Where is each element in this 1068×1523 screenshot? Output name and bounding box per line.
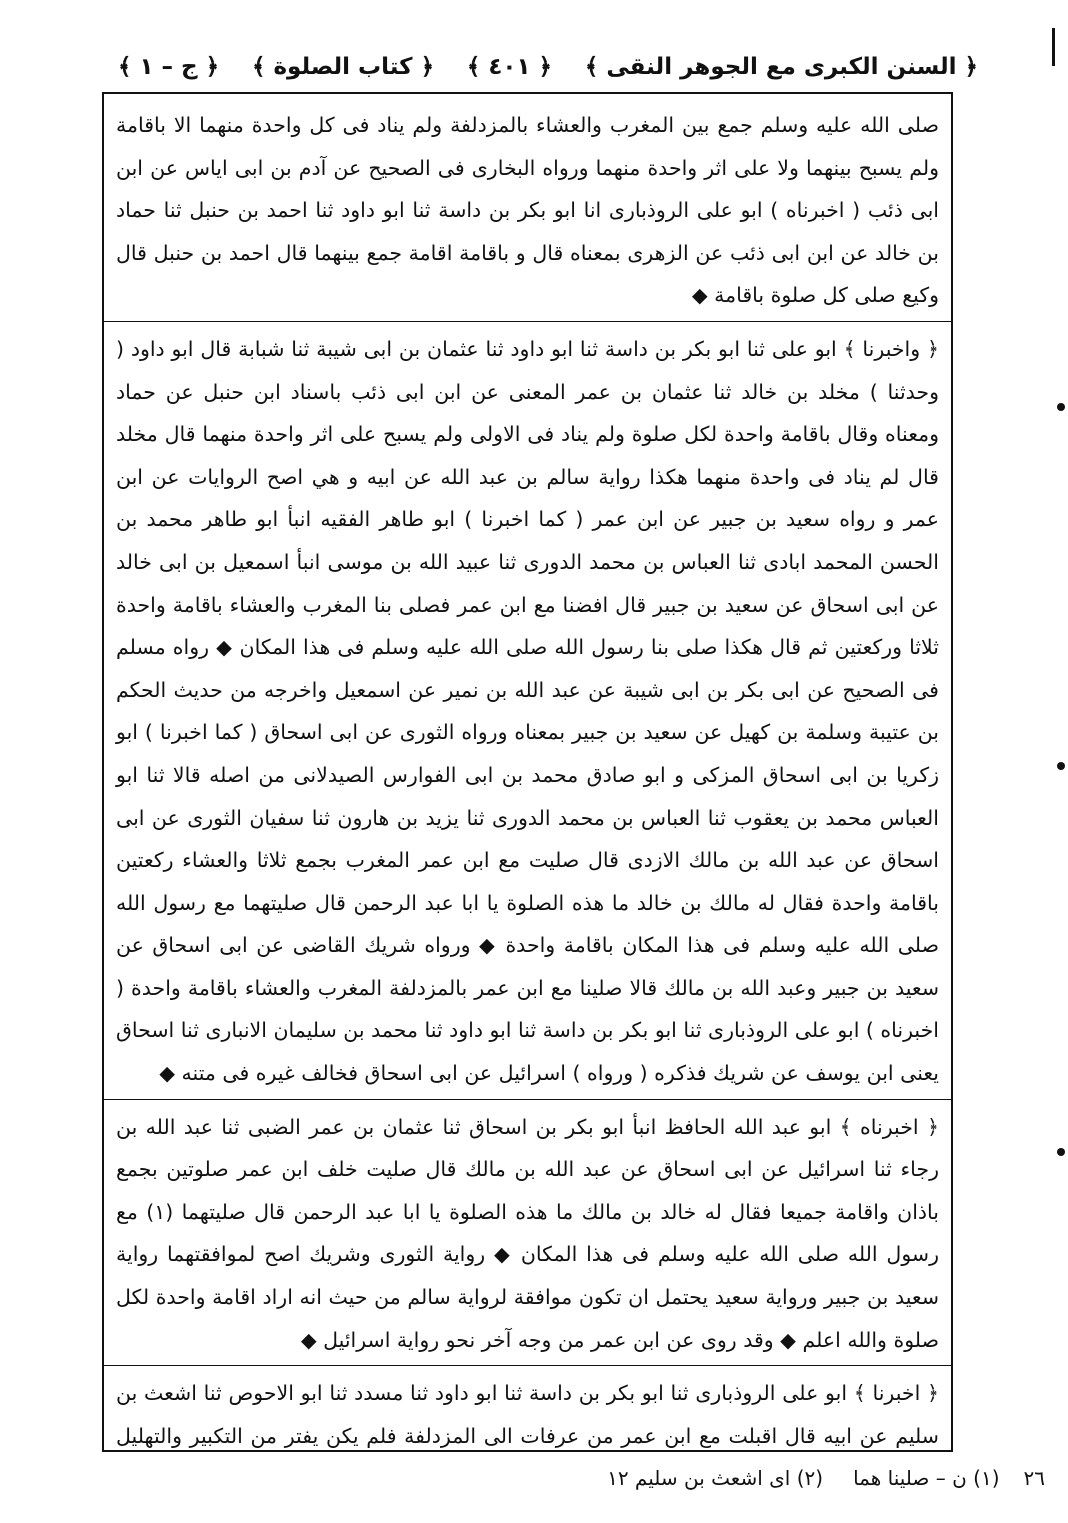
paragraph-divider	[104, 1099, 951, 1100]
margin-dot	[1057, 403, 1065, 411]
main-text-block	[102, 92, 953, 1452]
binding-mark	[1052, 28, 1055, 66]
footnotes	[485, 1460, 1045, 1496]
footnote-2: (٢) اى اشعث بن سليم ١٢	[607, 1466, 824, 1490]
chapter-title: ﴿ كتاب الصلوة ﴾	[251, 54, 435, 80]
paragraph-divider	[104, 321, 951, 322]
paragraph: ﴿ اخبرناه ﴾ ابو عبد الله الحافظ انبأ ابو بكر بن اسحاق ثنا عثمان بن عمر الضبى ثنا عبد الله بن رجاء ثنا اسرائيل عن ابى اسحاق عن عبد الله بن مالك قال صليت خلف ابن عمر صلوتين بجمع باذان واقامة جميعا فقال له خالد بن مالك ما هذه الصلوة يا ابا عبد الرحمن قال صليتهما (١) مع رسول الله صلى الله عليه وسلم فى هذا المكان ◆ رواية الثورى وشريك اصح لموافقتهما رواية سعيد بن جبير ورواية سعيد يحتمل ان تكون موافقة لرواية سالم من حيث انه اراد اقامة واحدة لكل صلوة والله اعلم ◆ وقد روى عن ابن عمر من وجه آخر نحو رواية اسرائيل ◆	[116, 1114, 940, 1352]
book-title: ﴿ السنن الكبرى مع الجوهر النقى ﴾	[584, 54, 978, 80]
margin-dot	[1057, 1148, 1065, 1156]
margin-dot	[1057, 762, 1065, 770]
paragraph: صلى الله عليه وسلم جمع بين المغرب والعشاء بالمزدلفة ولم يناد فى كل واحدة منهما الا باقامة ولم يسبح بينهما ولا على اثر واحدة منهما ورواه البخارى فى الصحيح عن آدم بن ابى اياس عن ابن ابى ذئب ( اخبرناه ) ابو على الروذبارى انا ابو بكر بن داسة ثنا ابو داود ثنا احمد بن حنبل ثنا حماد بن خالد عن ابن ابى ذئب عن الزهرى بمعناه قال و باقامة اقامة جمع بينهما قال احمد بن حنبل قال وكيع صلى كل صلوة باقامة ◆	[116, 113, 939, 308]
footnote-1: (١) ن – صلينا هما	[853, 1466, 1000, 1490]
page-number: ﴿ ٤٠١ ﴾	[466, 54, 552, 80]
volume-number: ﴿ ج – ١ ﴾	[118, 54, 220, 80]
paragraph-divider	[104, 1365, 951, 1366]
paragraph: ﴿ واخبرنا ﴾ ابو على ثنا ابو بكر بن داسة ثنا ابو داود ثنا عثمان بن ابى شيبة ثنا شبابة قال ابو داود ( وحدثنا ) مخلد بن خالد ثنا عثمان بن عمر المعنى عن ابن ابى ذئب باسناد ابن حنبل عن حماد ومعناه وقال باقامة واحدة لكل صلوة ولم يناد فى الاولى ولم يسبح على اثر واحدة منهما قال مخلد قال لم يناد فى واحدة منهما هكذا رواية سالم بن عبد الله عن ابيه و هي اصح الروايات عن ابن عمر و رواه سعيد بن جبير عن ابن عمر ( كما اخبرنا ) ابو طاهر الفقيه انبأ ابو طاهر محمد بن الحسن المحمد ابادى ثنا العباس بن محمد الدورى ثنا عبيد الله بن موسى انبأ اسمعيل بن ابى خالد عن ابى اسحاق عن سعيد بن جبير قال افضنا مع ابن عمر فصلى بنا المغرب والعشاء باقامة واحدة ثلاثا وركعتين ثم قال هكذا صلى بنا رسول الله صلى الله عليه وسلم فى هذا المكان ◆ رواه مسلم فى الصحيح عن ابى بكر بن ابى شيبة عن عبد الله بن نمير عن اسمعيل واخرجه من حديث الحكم بن عتيبة وسلمة بن كهيل عن سعيد بن جبير بمعناه ورواه الثورى عن ابى اسحاق ( كما اخبرنا ) ابو زكريا بن ابى اسحاق المزكى و ابو صادق محمد بن ابى الفوارس الصيدلانى من اصله قالا ثنا ابو العباس محمد بن يعقوب ثنا العباس بن محمد الدورى ثنا يزيد بن هارون ثنا سفيان الثورى عن ابى اسحاق عن عبد الله بن مالك الازدى قال صليت مع ابن عمر المغرب بجمع ثلاثا والعشاء ركعتين باقامة واحدة فقال له مالك بن خالد ما هذه الصلوة يا ابا عبد الرحمن قال صليتهما مع رسول الله صلى الله عليه وسلم فى هذا المكان باقامة واحدة ◆ ورواه شريك القاضى عن ابى اسحاق عن سعيد بن جبير وعبد الله بن مالك قالا صلينا مع ابن عمر بالمزدلفة المغرب والعشاء باقامة واحدة ( اخبرناه ) ابو على الروذبارى ثنا ابو بكر بن داسة ثنا ابو داود ثنا محمد بن سليمان الانبارى ثنا اسحاق يعنى ابن يوسف عن شريك فذكره ( ورواه ) اسرائيل عن ابى اسحاق فخالف غيره فى متنه ◆	[116, 336, 939, 1086]
running-header	[118, 42, 978, 92]
paragraph: ﴿ اخبرنا ﴾ ابو على الروذبارى ثنا ابو بكر بن داسة ثنا ابو داود ثنا مسدد ثنا ابو الاحوص ثنا اشعث بن سليم عن ابيه قال اقبلت مع ابن عمر من عرفات الى المزدلفة فلم يكن يفتر من التكبير والتهليل	[116, 1381, 939, 1448]
footer-page-marker: ٢٦	[1023, 1466, 1045, 1490]
